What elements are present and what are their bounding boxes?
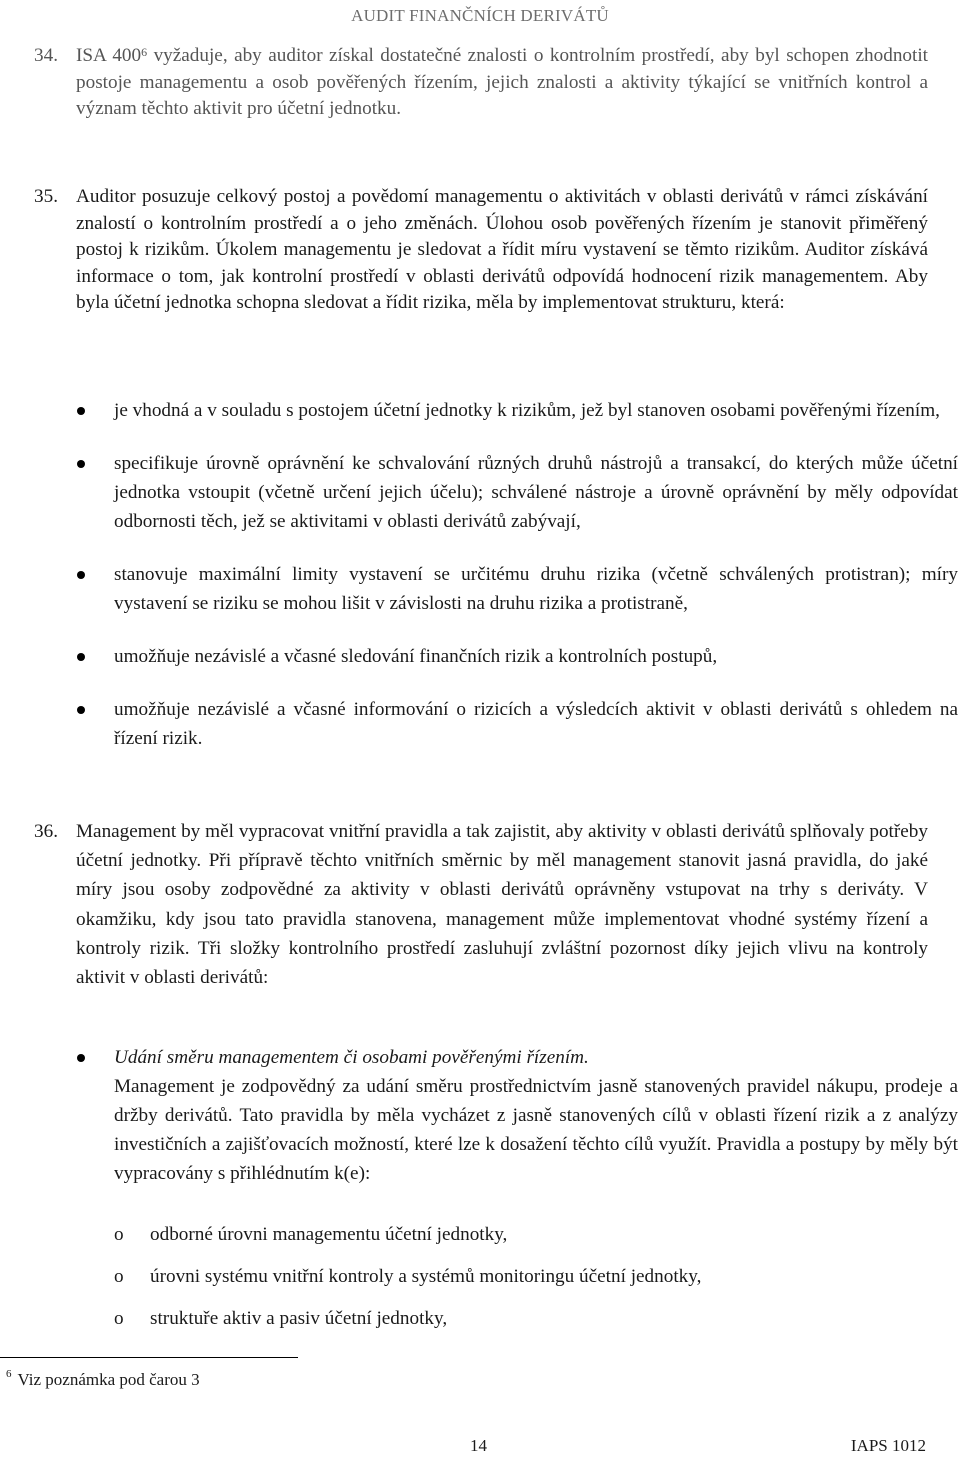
list-item-title: Udání směru managementem či osobami pověřenými řízením. bbox=[114, 1047, 589, 1068]
paragraph-35 bbox=[34, 184, 928, 317]
list-item bbox=[76, 642, 960, 671]
paragraph-number: 35. bbox=[34, 186, 58, 207]
paragraph-text: Auditor posuzuje celkový postoj a povědomí managementu o aktivitách v oblasti derivátů v rámci získávání znalostí o kontrolním prostředí a o jeho změnách. Úlohou osob pověřených řízením je stanovit přiměřený postoj k rizikům. Úkolem managementu je sledovat a řídit míru vystavení se těmto rizikům. Auditor získává informace o tom, jak kontrolní prostředí v oblasti derivátů odpovídá hodnocení rizik managementem. Aby byla účetní jednotka schopna sledovat a řídit rizika, měla by implementovat strukturu, která: bbox=[76, 186, 928, 313]
paragraph-text bbox=[76, 43, 928, 123]
sub-list-item bbox=[114, 1305, 934, 1333]
paragraph-36 bbox=[34, 817, 928, 992]
sub-list-item-text: úrovni systému vnitřní kontroly a systémů monitoringu účetní jednotky, bbox=[150, 1266, 702, 1287]
footnote-reference: 6 bbox=[141, 45, 148, 59]
list-item-text: umožňuje nezávislé a včasné sledování finančních rizik a kontrolních postupů, bbox=[114, 646, 718, 667]
bullet-icon bbox=[77, 407, 85, 415]
list-item-text: umožňuje nezávislé a včasné informování o rizicích a výsledcích aktivit v oblasti derivátů s ohledem na řízení rizik. bbox=[114, 699, 958, 749]
sub-list bbox=[114, 1221, 934, 1333]
sub-list-item-text: odborné úrovni managementu účetní jednotky, bbox=[150, 1224, 508, 1245]
list-item-text: je vhodná a v souladu s postojem účetní jednotky k rizikům, jež byl stanoven osobami pověřenými řízením, bbox=[114, 400, 940, 421]
document-id: IAPS 1012 bbox=[850, 1436, 926, 1455]
paragraph-text-start: ISA 400 bbox=[76, 45, 142, 66]
paragraph-34 bbox=[34, 43, 928, 123]
page-number: 14 bbox=[470, 1436, 487, 1455]
footnote-number: 6 bbox=[6, 1368, 12, 1380]
control-components-list bbox=[76, 1043, 960, 1188]
footnote bbox=[6, 1370, 200, 1390]
running-header: AUDIT FINANČNÍCH DERIVÁTŮ bbox=[351, 6, 609, 25]
sub-list-item bbox=[114, 1221, 934, 1249]
footnote-divider bbox=[0, 1357, 298, 1358]
list-item bbox=[76, 695, 960, 753]
sub-bullet-marker: o bbox=[114, 1266, 124, 1287]
footnote-text: Viz poznámka pod čarou 3 bbox=[17, 1370, 200, 1389]
paragraph-number: 34. bbox=[34, 45, 58, 66]
paragraph-number: 36. bbox=[34, 821, 58, 842]
bullet-icon bbox=[77, 706, 85, 714]
bullet-icon bbox=[77, 571, 85, 579]
sub-list-item-text: struktuře aktiv a pasiv účetní jednotky, bbox=[150, 1308, 448, 1329]
list-item bbox=[76, 1043, 960, 1188]
list-item bbox=[76, 396, 960, 425]
list-item bbox=[76, 449, 960, 536]
sub-list-item bbox=[114, 1263, 934, 1291]
list-item-text: specifikuje úrovně oprávnění ke schvalování různých druhů nástrojů a transakcí, do kterých může účetní jednotka vstoupit (včetně určení jejich účelu); schválené nástroje a úrovně oprávnění by měly odpovídat odbornosti těch, jež se aktivitami v oblasti derivátů zabývají, bbox=[114, 453, 958, 532]
list-item-text: Management je zodpovědný za udání směru prostřednictvím jasně stanovených pravidel nákupu, prodeje a držby derivátů. Tato pravidla by měla vycházet z jasně stanovených cílů v oblasti řízení rizik a z analýzy investičních a zajišťovacích možností, které lze k dosažení těchto cílů využít. Pravidla a postupy by měly být vypracovány s přihlédnutím k(e): bbox=[114, 1076, 958, 1184]
bullet-icon bbox=[77, 653, 85, 661]
paragraph-text-rest: vyžaduje, aby auditor získal dostatečné znalosti o kontrolním prostředí, aby byl schopen zhodnotit postoje managementu a osob pověřených řízením, jejich znalosti a aktivity týkající se vnitřních kontrol a význam těchto aktivit pro účetní jednotku. bbox=[76, 45, 929, 119]
paragraph-text: Management by měl vypracovat vnitřní pravidla a tak zajistit, aby aktivity v oblasti derivátů splňovaly potřeby účetní jednotky. Při přípravě těchto vnitřních směrnic by měl management stanovit jasná pravidla, do jaké míry jsou osoby zodpovědné za aktivity v oblasti derivátů oprávněny vstupovat na trhy s deriváty. V okamžiku, kdy jsou tato pravidla stanovena, management může implementovat vhodné systémy řízení a kontroly rizik. Tři složky kontrolního prostředí zasluhují zvláštní pozornost díky jejich vlivu na kontroly aktivit v oblasti derivátů: bbox=[76, 821, 928, 989]
bullet-icon bbox=[77, 460, 85, 468]
sub-bullet-marker: o bbox=[114, 1308, 124, 1329]
bullet-icon bbox=[77, 1054, 85, 1062]
list-item bbox=[76, 560, 960, 618]
list-item-text: stanovuje maximální limity vystavení se určitému druhu rizika (včetně schválených protistran); míry vystavení se riziku se mohou lišit v závislosti na druhu rizika a protistraně, bbox=[114, 564, 958, 614]
requirements-list bbox=[76, 396, 960, 753]
sub-bullet-marker: o bbox=[114, 1224, 124, 1245]
